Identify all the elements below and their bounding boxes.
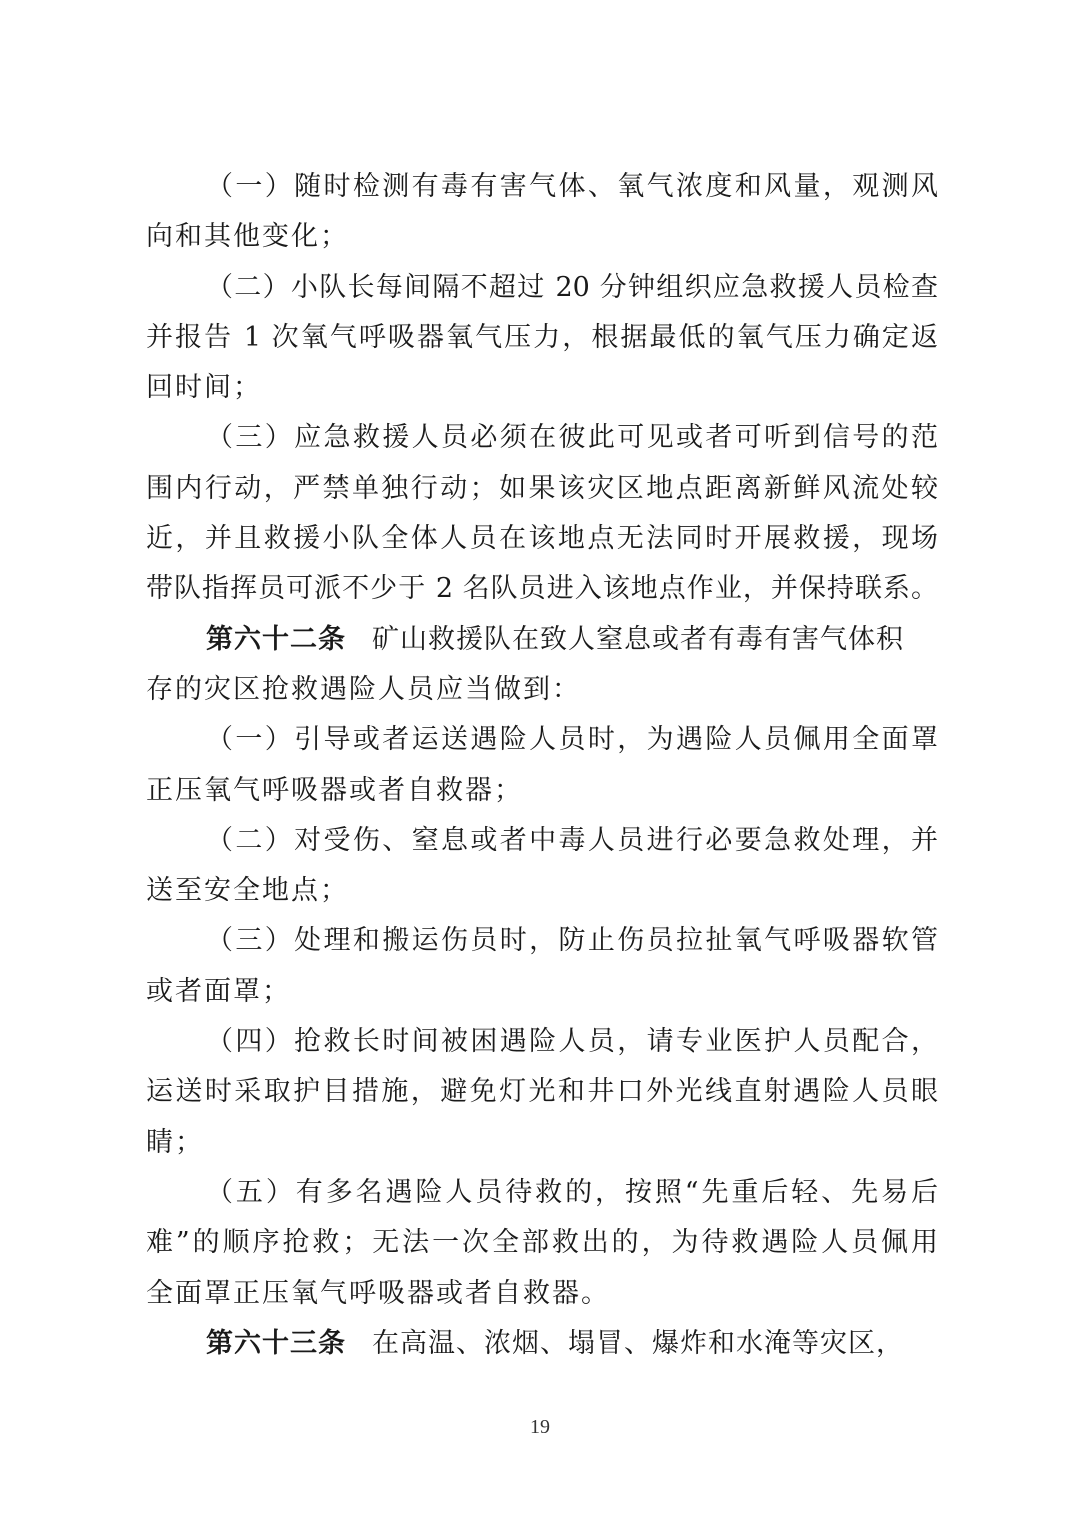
paragraph-line: 存的灾区抢救遇险人员应当做到： <box>146 673 581 705</box>
article-text: 在高温、浓烟、塌冒、爆炸和水淹等灾区， <box>372 1327 904 1359</box>
paragraph-line: （一）随时检测有毒有害气体、氧气浓度和风量，观测风 <box>206 171 938 202</box>
paragraph-line: 难”的顺序抢救；无法一次全部救出的，为待救遇险人员佩用 <box>146 1227 938 1259</box>
paragraph-line: 睛； <box>146 1126 204 1158</box>
paragraph-line: 近，并且救援小队全体人员在该地点无法同时开展救援，现场 <box>146 523 938 555</box>
article-number: 第六十二条 <box>206 623 346 655</box>
article-number: 第六十三条 <box>206 1327 346 1359</box>
paragraph-line: 并报告 1 次氧气呼吸器氧气压力，根据最低的氧气压力确定返 <box>146 321 938 353</box>
article-text: 矿山救援队在致人窒息或者有毒有害气体积 <box>372 623 904 655</box>
paragraph-line: （五）有多名遇险人员待救的，按照“先重后轻、先易后 <box>206 1176 938 1208</box>
paragraph-line: （一）引导或者运送遇险人员时，为遇险人员佩用全面罩 <box>206 724 938 756</box>
paragraph-line: 正压氧气呼吸器或者自救器； <box>146 774 523 806</box>
paragraph-line: 或者面罩； <box>146 975 291 1007</box>
paragraph-line: 围内行动，严禁单独行动；如果该灾区地点距离新鲜风流处较 <box>146 472 938 504</box>
paragraph-line: （三）应急救援人员必须在彼此可见或者可听到信号的范 <box>206 422 938 454</box>
paragraph-line: 带队指挥员可派不少于 2 名队员进入该地点作业，并保持联系。 <box>146 573 938 605</box>
paragraph-line: （三）处理和搬运伤员时，防止伤员拉扯氧气呼吸器软管 <box>206 925 938 957</box>
paragraph-line: 送至安全地点； <box>146 875 349 907</box>
article-heading-line <box>146 1319 938 1369</box>
page-number: 19 <box>530 1416 550 1438</box>
paragraph-line: 回时间； <box>146 372 262 404</box>
paragraph-line: （二）小队长每间隔不超过 20 分钟组织应急救援人员检查 <box>206 271 938 303</box>
paragraph-line: （二）对受伤、窒息或者中毒人员进行必要急救处理，并 <box>206 824 938 856</box>
paragraph-line: 运送时采取护目措施，避免灯光和井口外光线直射遇险人员眼 <box>146 1076 938 1108</box>
document-body <box>146 162 938 1369</box>
paragraph-line: 向和其他变化； <box>146 221 349 253</box>
paragraph-line: 全面罩正压氧气呼吸器或者自救器。 <box>146 1277 610 1309</box>
article-heading-line <box>146 615 938 665</box>
paragraph-line: （四）抢救长时间被困遇险人员，请专业医护人员配合， <box>206 1026 938 1058</box>
